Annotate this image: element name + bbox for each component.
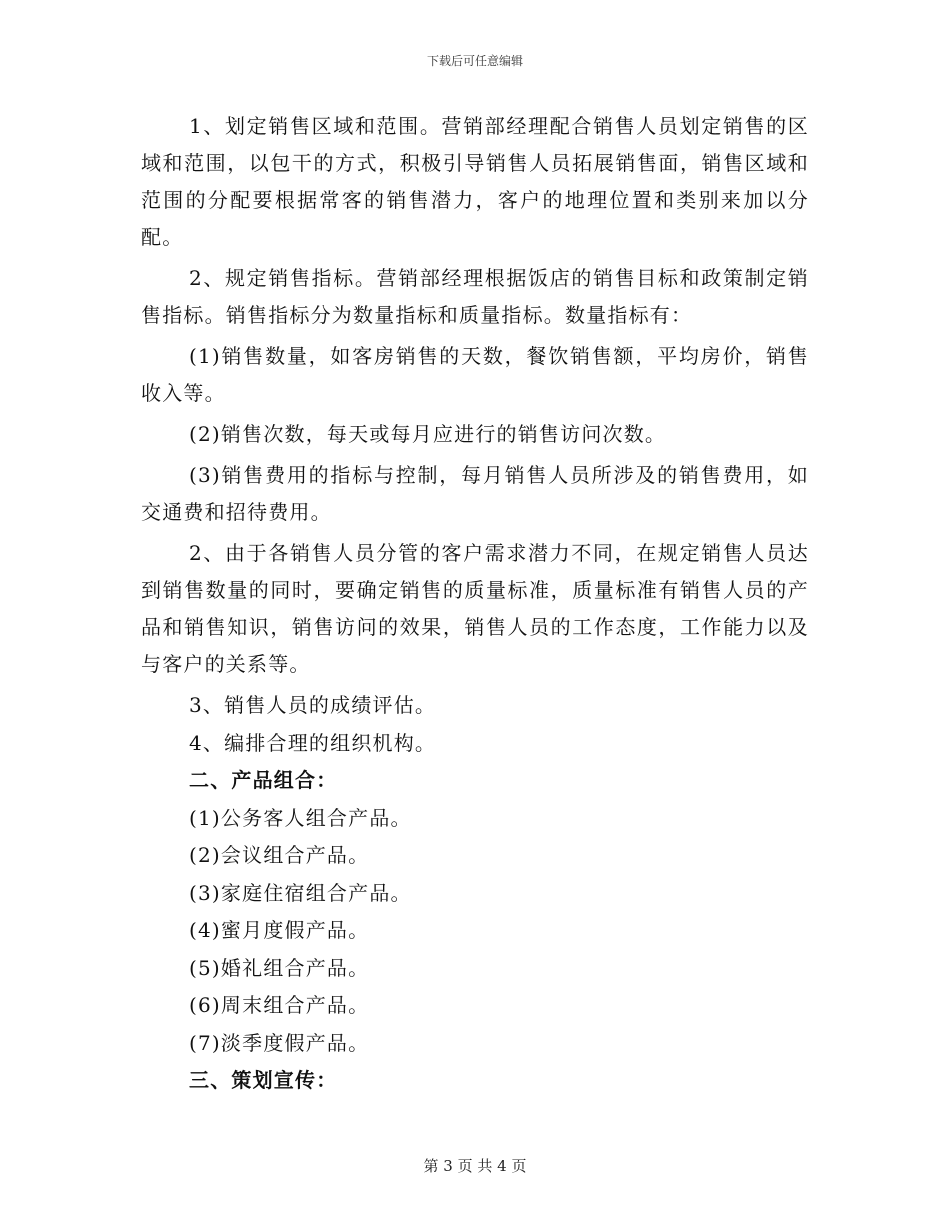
paragraph-sales-visits: (2)销售次数，每天或每月应进行的销售访问次数。 <box>189 422 667 446</box>
paragraph-quality-standards: 2、由于各销售人员分管的客户需求潜力不同，在规定销售人员达到销售数量的同时，要确定销售的质量标准，质量标准有销售人员的产品和销售知识，销售访问的效果，销售人员的工作态度，工作能力以及与客户的关系等。 <box>141 541 809 676</box>
list-item: (5)婚礼组合产品。 <box>189 955 370 980</box>
list-item: (2)会议组合产品。 <box>189 843 370 867</box>
page-header: 下载后可任意编辑 <box>426 54 523 68</box>
list-item: (6)周末组合产品。 <box>189 993 370 1017</box>
list-item: (4)蜜月度假产品。 <box>189 918 370 942</box>
list-item: (3)家庭住宿组合产品。 <box>189 880 412 905</box>
section-heading-promotion: 三、策划宣传： <box>189 1068 338 1092</box>
paragraph-performance-evaluation: 3、销售人员的成绩评估。 <box>189 693 437 717</box>
list-item: (1)公务客人组合产品。 <box>189 805 412 830</box>
document-body <box>141 108 809 1100</box>
list-item: (7)淡季度假产品。 <box>189 1030 370 1055</box>
paragraph-sales-quantity: (1)销售数量，如客房销售的天数，餐饮销售额，平均房价，销售收入等。 <box>141 344 809 405</box>
page-footer: 第 3 页 共 4 页 <box>423 1157 527 1175</box>
product-list <box>141 800 809 1063</box>
section-heading-product-mix: 二、产品组合： <box>189 768 338 792</box>
paragraph-organization-structure: 4、编排合理的组织机构。 <box>189 730 437 755</box>
paragraph-sales-targets: 2、规定销售指标。营销部经理根据饭店的销售目标和政策制定销售指标。销售指标分为数量指标和质量指标。数量指标有： <box>141 266 809 327</box>
paragraph-sales-area: 1、划定销售区域和范围。营销部经理配合销售人员划定销售的区域和范围，以包干的方式，积极引导销售人员拓展销售面，销售区域和范围的分配要根据常客的销售潜力，客户的地理位置和类别来加以分配。 <box>141 114 809 249</box>
paragraph-sales-expenses: (3)销售费用的指标与控制，每月销售人员所涉及的销售费用，如交通费和招待费用。 <box>141 463 809 524</box>
